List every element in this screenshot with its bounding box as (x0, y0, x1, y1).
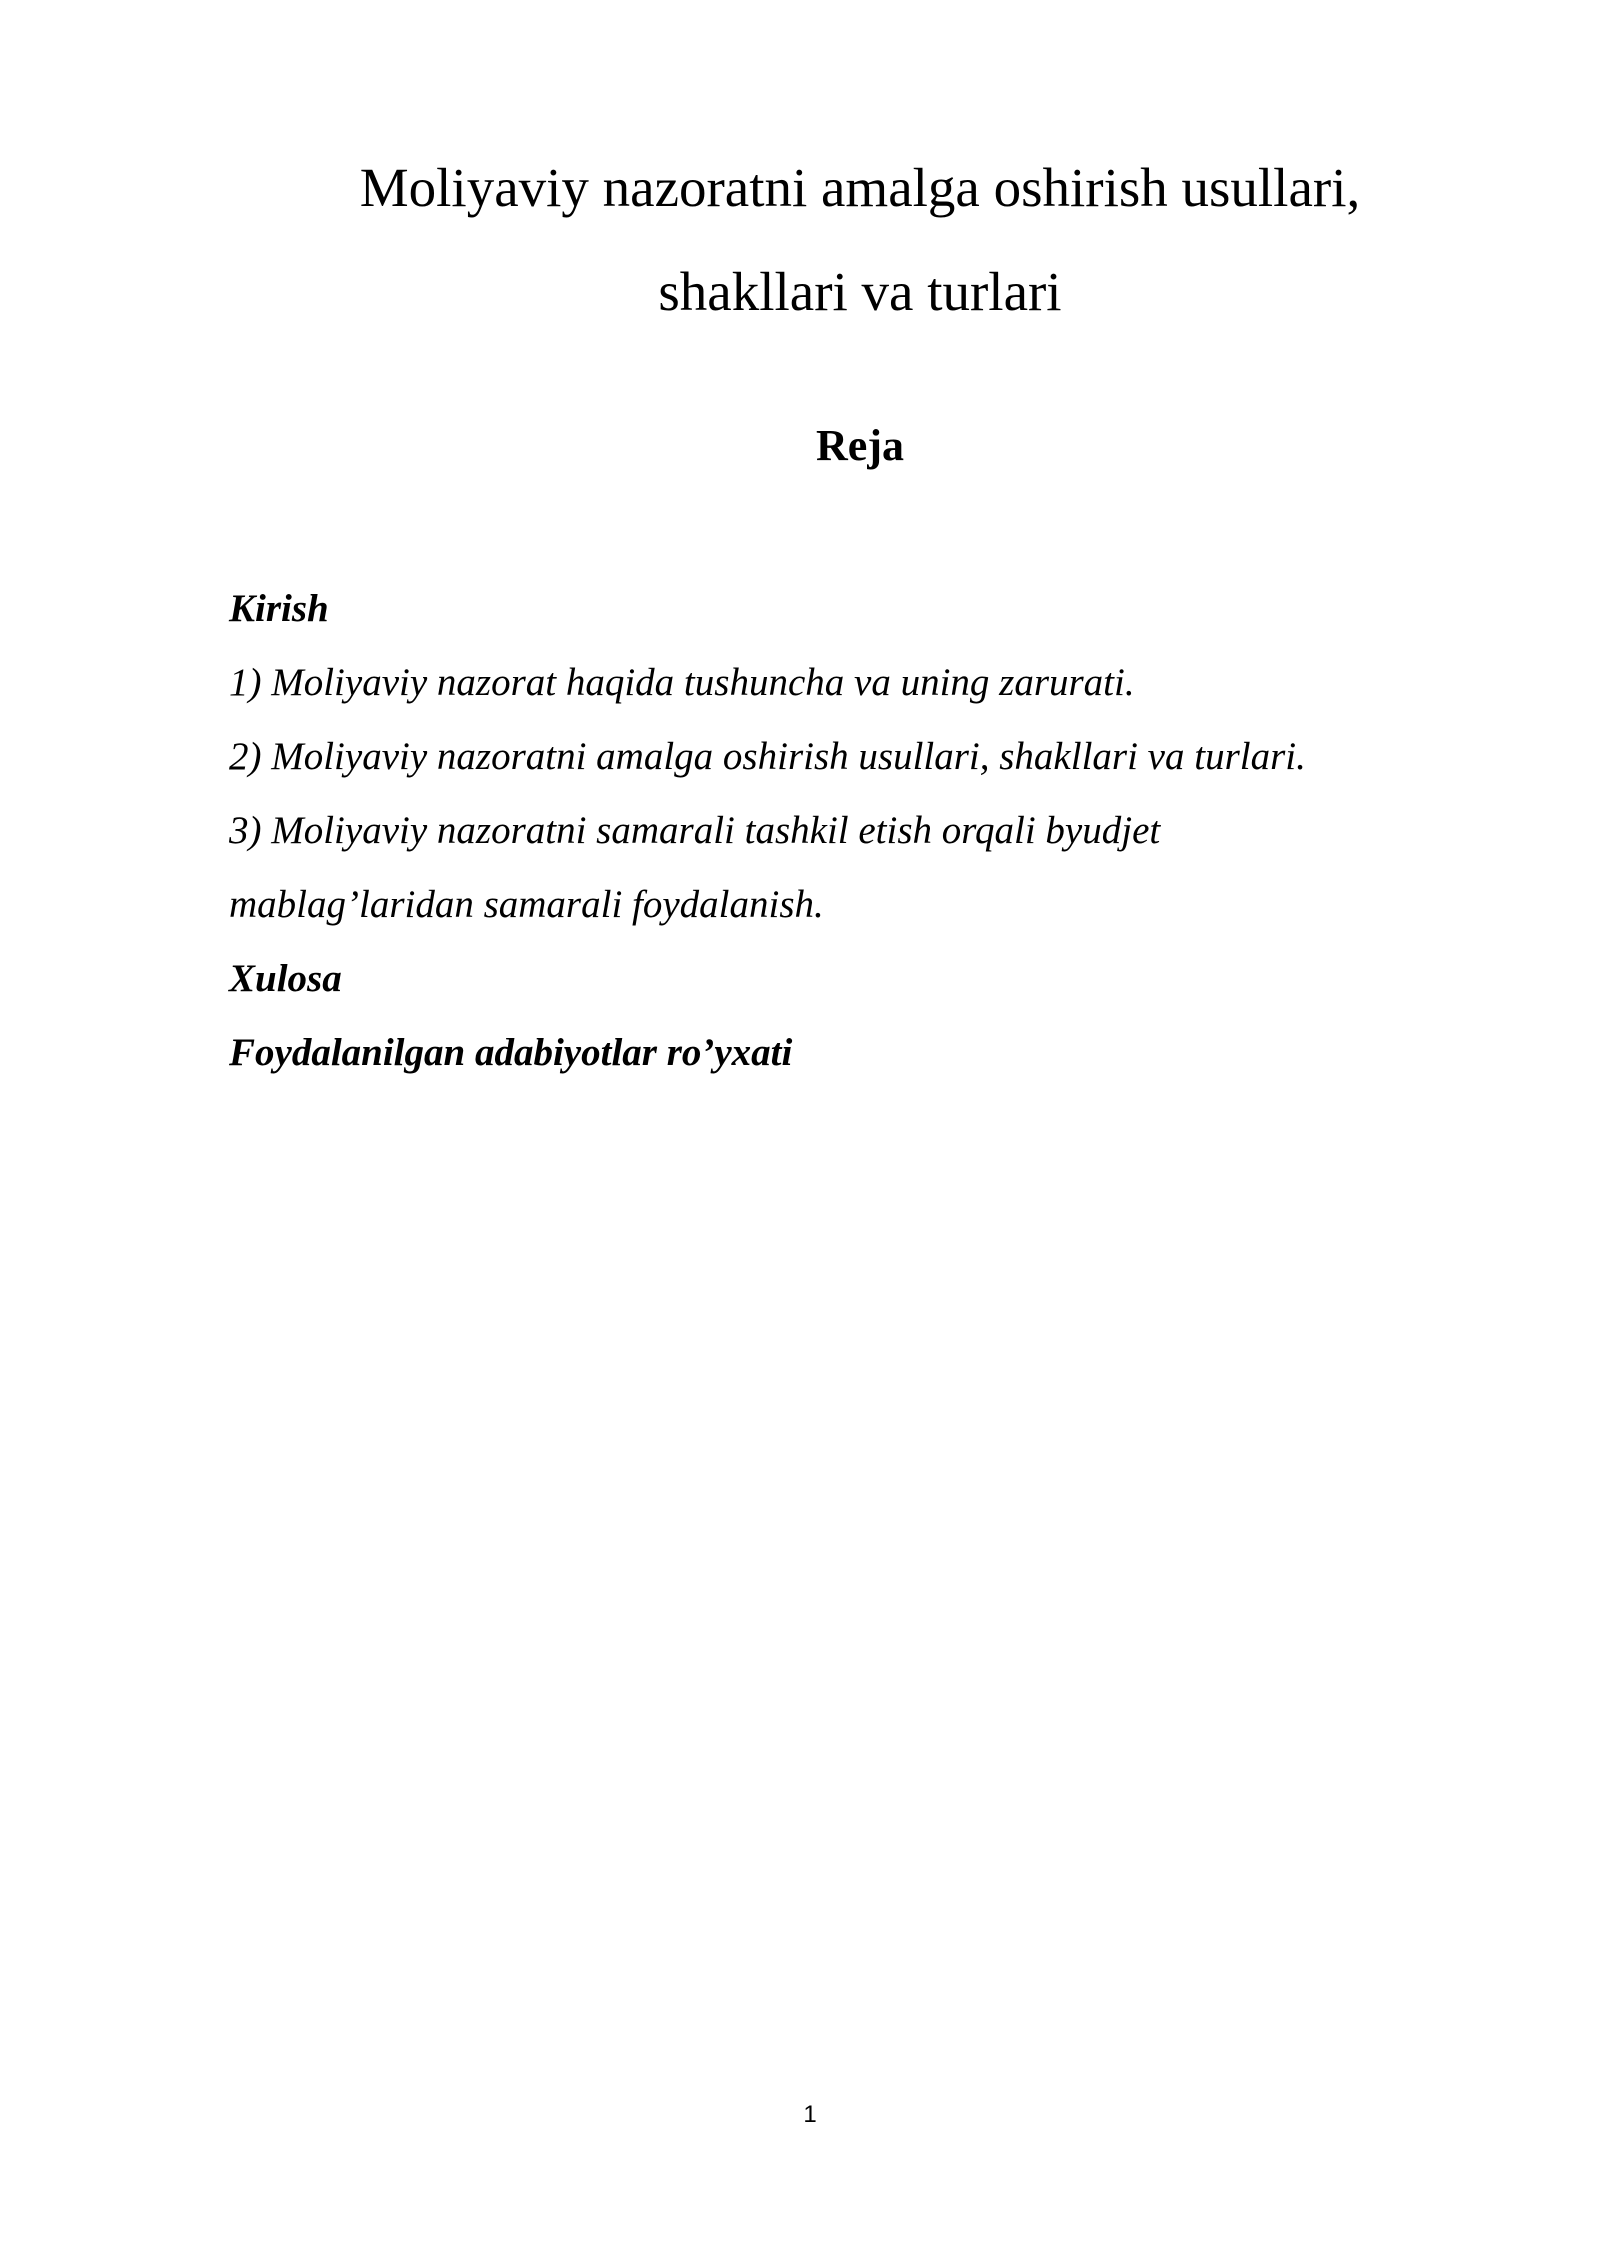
plan-item-3-continued: mablag’laridan samarali foydalanish. (229, 883, 824, 926)
page-number: 1 (803, 2101, 817, 2128)
plan-item-2: 2) Moliyaviy nazoratni amalga oshirish usullari, shakllari va turlari. (229, 735, 1306, 778)
plan-item-3: 3) Moliyaviy nazoratni samarali tashkil etish orqali byudjet (229, 809, 1161, 852)
plan-item-references: Foydalanilgan adabiyotlar ro’yxati (229, 1031, 793, 1074)
plan-item-1: 1) Moliyaviy nazorat haqida tushuncha va uning zarurati. (229, 661, 1135, 704)
document-title-line-1: Moliyaviy nazoratni amalga oshirish usullari, (359, 157, 1361, 218)
plan-heading: Reja (816, 421, 904, 470)
plan-item-introduction: Kirish (229, 587, 329, 630)
document-title-line-2: shakllari va turlari (658, 261, 1062, 322)
plan-item-conclusion: Xulosa (229, 957, 342, 1000)
plan-list (229, 572, 1306, 1090)
